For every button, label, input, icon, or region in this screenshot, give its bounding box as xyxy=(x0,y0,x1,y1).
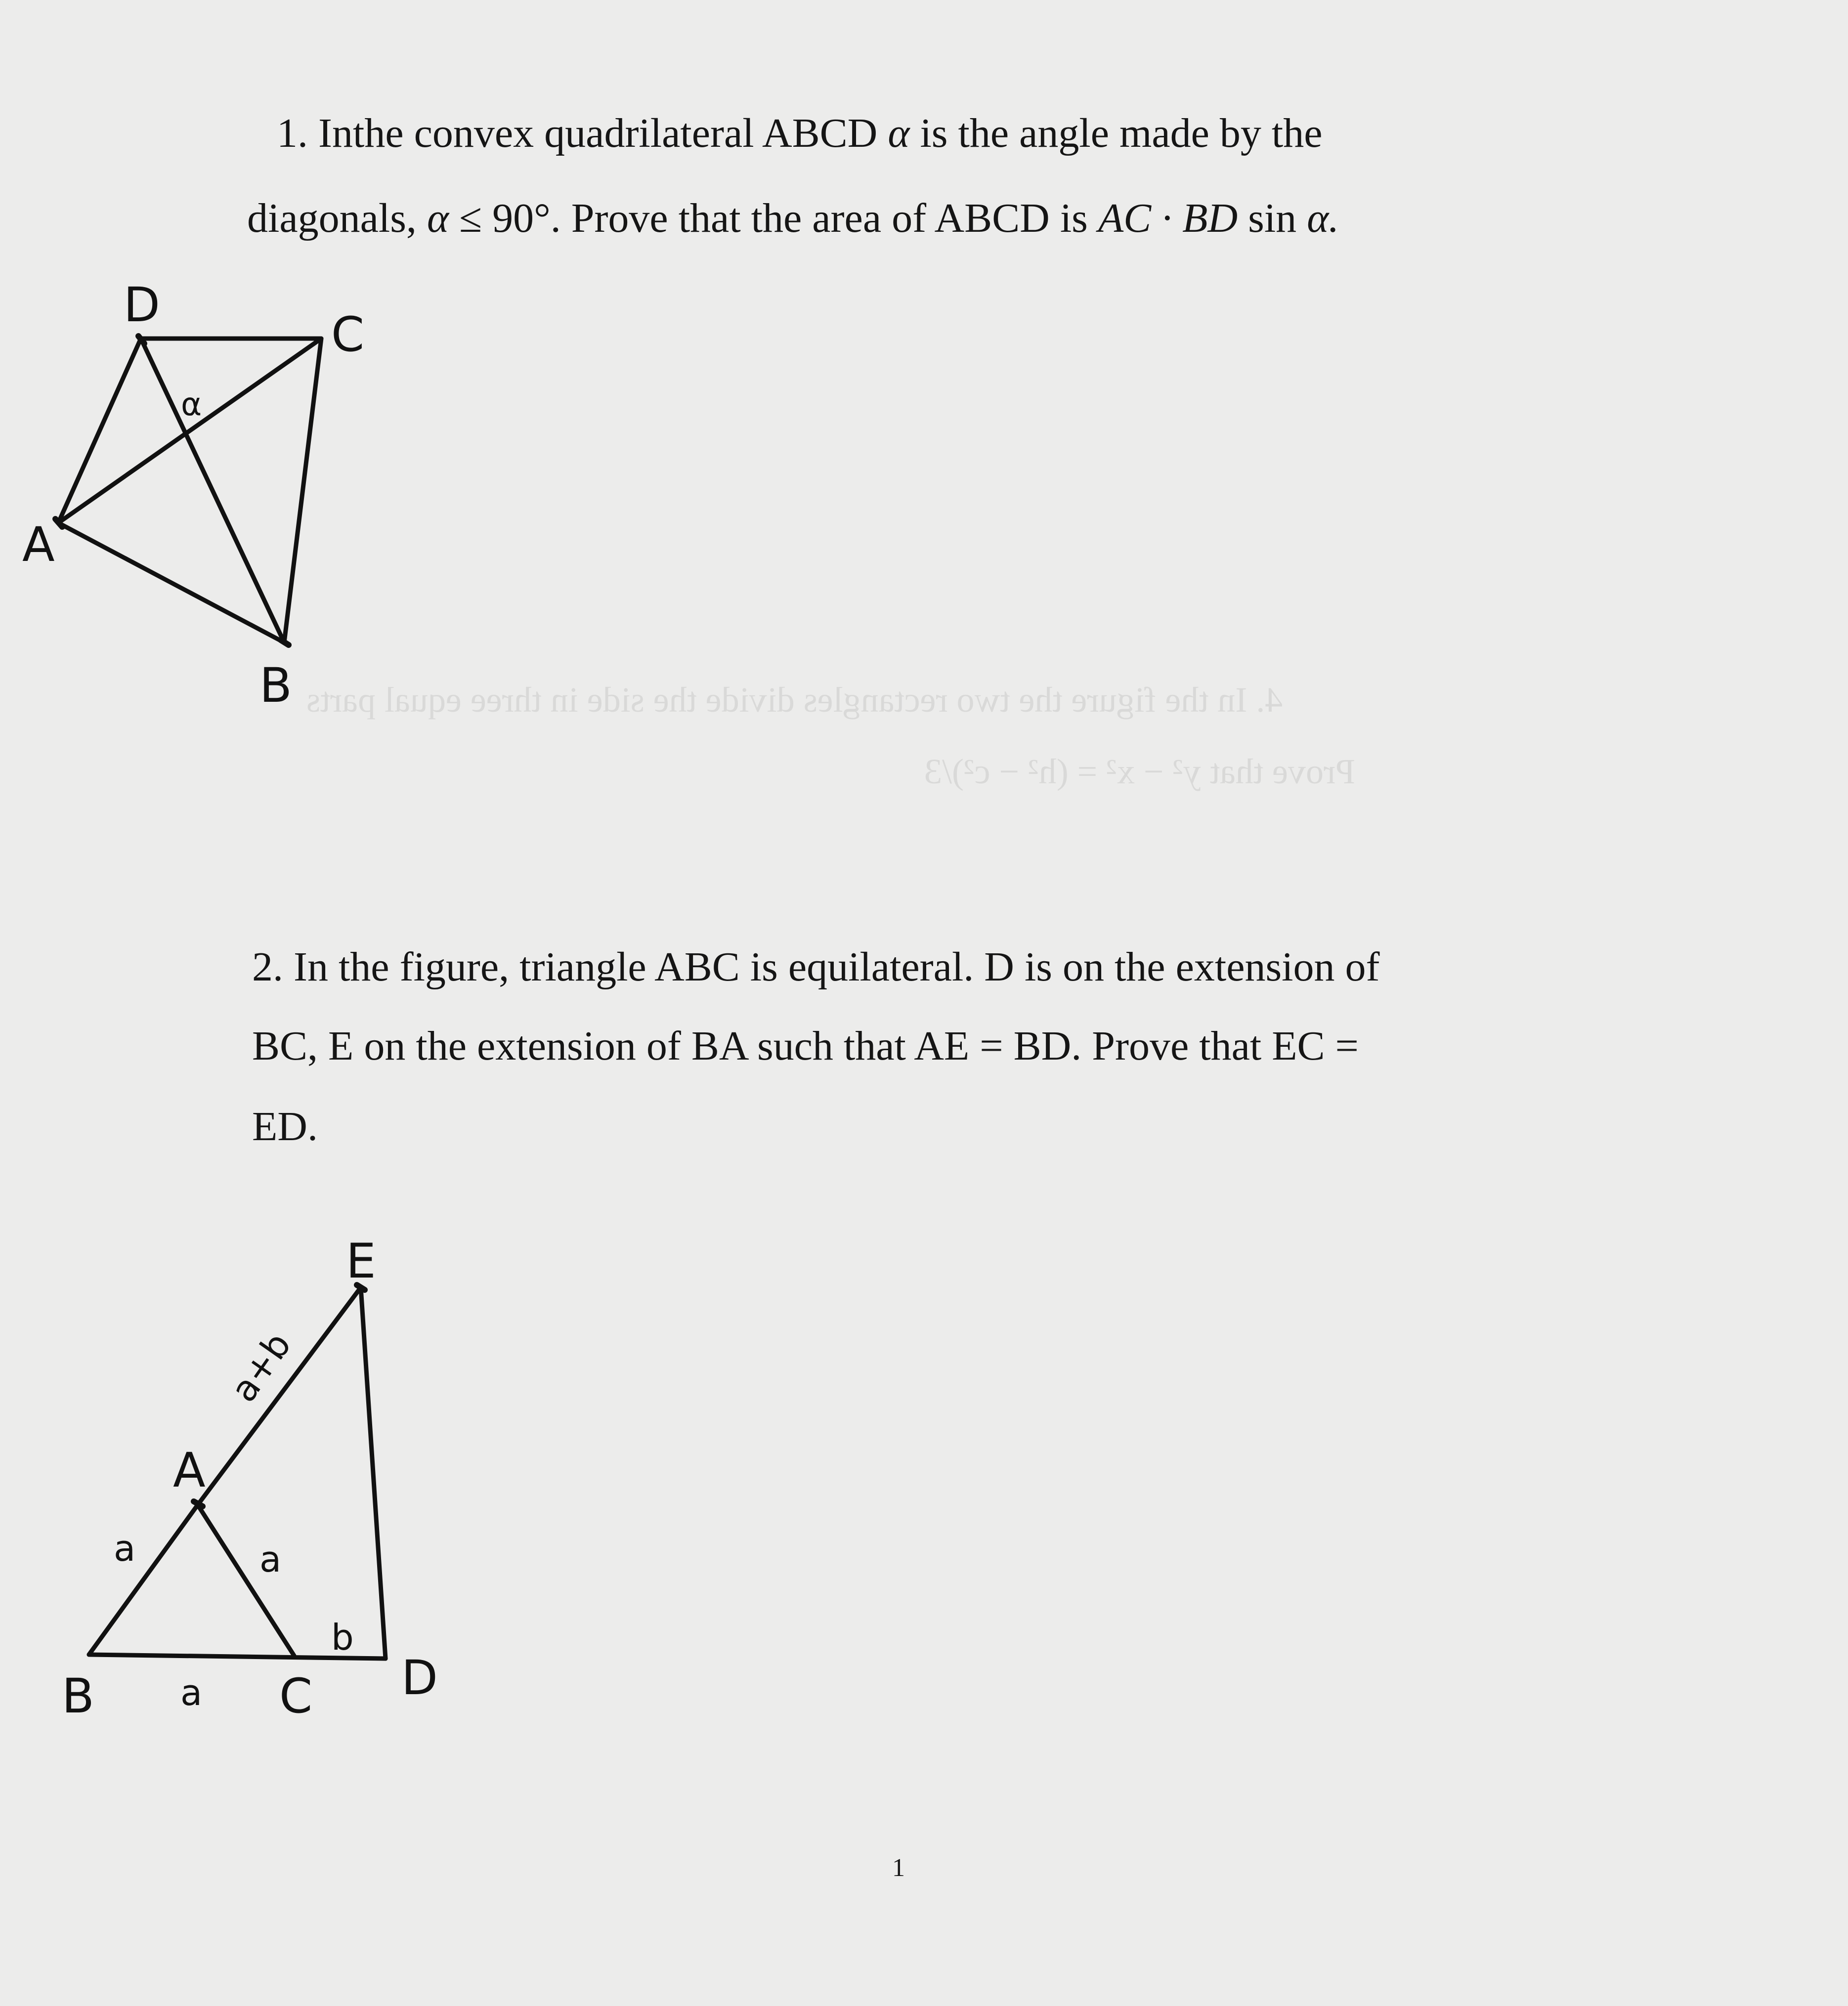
line-be xyxy=(89,1287,361,1655)
quad-label-alpha: α xyxy=(181,386,202,423)
problem-1-line-1-rest: the convex quadrilateral ABCD xyxy=(352,110,888,156)
area-formula: AC · BD xyxy=(1098,195,1238,241)
problem-2-line-1: 2. In the figure, triangle ABC is equilateral. D is on the extension of xyxy=(252,944,1380,990)
formula-tail: sin xyxy=(1238,195,1307,241)
problem-1-line-2-mid: ≤ 90°. Prove that the area of ABCD is xyxy=(449,195,1098,241)
quad-label-c: C xyxy=(331,307,365,362)
bleed-through-text-1: 4. In the figure the two rectangles divide the side in three equal parts xyxy=(306,680,1283,720)
tri-label-c: C xyxy=(279,1668,313,1724)
problem-1-number-and-start: 1. In xyxy=(277,110,353,156)
tri-side-label-ae: a+b xyxy=(222,1324,300,1409)
quad-label-d: D xyxy=(124,277,160,333)
problem-1-line-2-start: diagonals, xyxy=(247,195,427,241)
page-number: 1 xyxy=(892,1854,905,1882)
tri-side-label-cd: b xyxy=(331,1617,354,1658)
tri-label-b: B xyxy=(62,1668,94,1724)
formula-end: α. xyxy=(1307,195,1339,241)
tri-side-label-ac: a xyxy=(259,1538,282,1580)
quad-label-a: A xyxy=(22,517,55,572)
tri-side-label-bc: a xyxy=(180,1672,203,1713)
bleed-through-text-2: Prove that y² − x² = (h² − c²)/3 xyxy=(924,752,1356,791)
tri-side-label-ba: a xyxy=(114,1528,136,1569)
alpha-symbol-2: α xyxy=(427,195,449,241)
line-bd xyxy=(89,1655,386,1659)
diagonal-bd xyxy=(141,339,284,642)
line-ed xyxy=(361,1287,386,1659)
triangle-vertex-marks xyxy=(194,1285,365,1506)
tri-label-d: D xyxy=(401,1650,438,1706)
quadrilateral-figure xyxy=(55,336,321,645)
triangle-figure xyxy=(89,1285,386,1659)
alpha-symbol: α xyxy=(888,110,910,156)
problem-1-line-1 xyxy=(277,110,1323,156)
quad-label-b: B xyxy=(259,658,292,713)
problem-1-line-2 xyxy=(247,195,1339,241)
line-ac xyxy=(198,1505,294,1656)
quadrilateral-outline xyxy=(58,339,321,642)
problem-2-line-3: ED. xyxy=(252,1104,318,1150)
tri-label-e: E xyxy=(346,1234,376,1289)
problem-1-line-1-tail: is the angle made by the xyxy=(909,110,1323,156)
diagonal-ac xyxy=(58,339,321,523)
problem-2-line-2: BC, E on the extension of BA such that AE = BD. Prove that EC = xyxy=(252,1023,1359,1069)
quadrilateral-vertex-marks xyxy=(55,336,289,645)
tri-label-a: A xyxy=(173,1443,206,1498)
